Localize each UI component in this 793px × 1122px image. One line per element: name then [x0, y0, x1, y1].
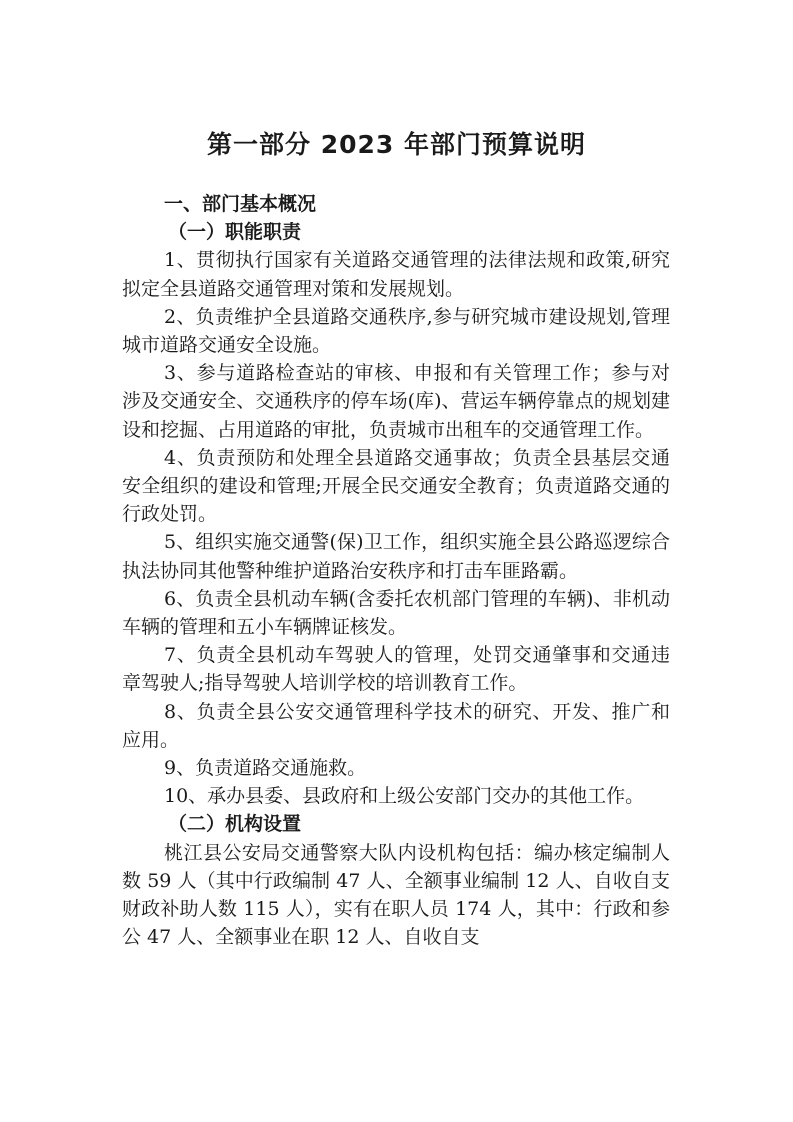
duty-paragraph-7: 7、负责全县机动车驾驶人的管理，处罚交通肇事和交通违章驾驶人;指导驾驶人培训学校的培训教育工作。: [122, 644, 670, 695]
duty-paragraph-4: 4、负责预防和处理全县道路交通事故；负责全县基层交通安全组织的建设和管理;开展全民交通安全教育；负责道路交通的行政处罚。: [122, 446, 670, 526]
organization-paragraph: 桃江县公安局交通警察大队内设机构包括：编办核定编制人数 59 人（其中行政编制 47 人、全额事业编制 12 人、自收自支财政补助人数 115 人），实有在职人员 174 人，其中：行政和参公 47 人、全额事业在职 12 人、自收自支: [122, 841, 670, 949]
document-body: [122, 190, 670, 951]
duty-paragraph-5: 5、组织实施交通警(保)卫工作，组织实施全县公路巡逻综合执法协同其他警种维护道路治安秩序和打击车匪路霸。: [122, 531, 670, 582]
page-title: 第一部分 2023 年部门预算说明: [207, 130, 586, 159]
duty-paragraph-8: 8、负责全县公安交通管理科学技术的研究、开发、推广和应用。: [122, 700, 670, 751]
subsection-heading-organization: （二）机构设置: [168, 813, 302, 836]
duty-paragraph-9: 9、负责道路交通施救。: [164, 757, 367, 780]
section-heading: 一、部门基本概况: [164, 193, 317, 215]
duty-paragraph-2: 2、负责维护全县道路交通秩序,参与研究城市建设规划,管理城市道路交通安全设施。: [122, 305, 670, 357]
duty-paragraph-3: 3、参与道路检查站的审核、申报和有关管理工作；参与对涉及交通安全、交通秩序的停车场(库)、营运车辆停靠点的规划建设和挖掘、占用道路的审批，负责城市出租车的交通管理工作。: [122, 362, 670, 441]
duty-paragraph-1: 1、贯彻执行国家有关道路交通管理的法律法规和政策,研究拟定全县道路交通管理对策和发展规划。: [122, 249, 670, 300]
duty-paragraph-6: 6、负责全县机动车辆(含委托农机部门管理的车辆)、非机动车辆的管理和五小车辆牌证核发。: [122, 587, 670, 639]
duty-paragraph-10: 10、承办县委、县政府和上级公安部门交办的其他工作。: [164, 785, 645, 808]
subsection-heading-duties: （一）职能职责: [168, 221, 302, 244]
